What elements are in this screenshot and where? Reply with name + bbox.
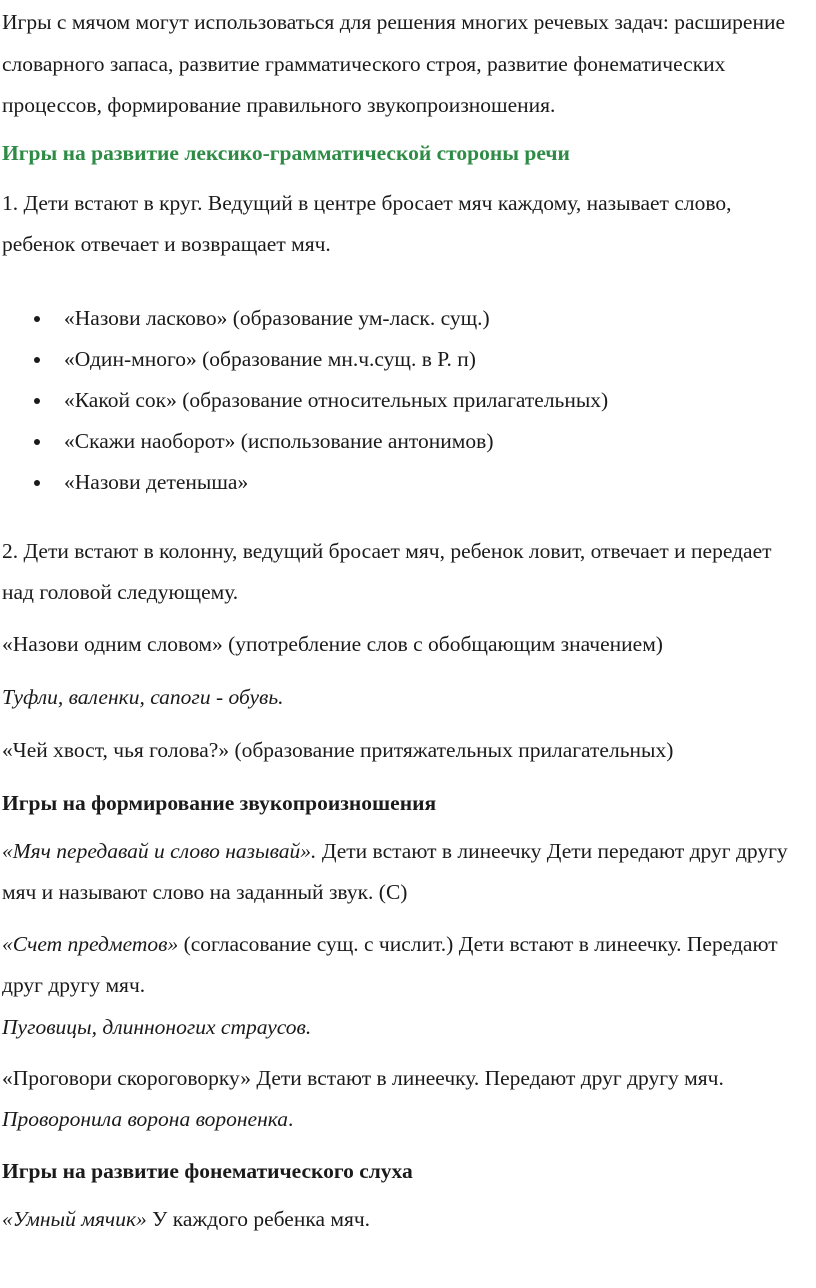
pronunciation-game1-text: Дети встают в линеечку Дети передают друг другу мяч и называют слово на заданный звук. (С) bbox=[2, 838, 788, 904]
pronunciation-game1 bbox=[2, 831, 808, 914]
pronunciation-game1-title: «Мяч передавай и слово называй». bbox=[2, 838, 317, 863]
list-item: «Назови ласково» (образование ум-ласк. сущ.) bbox=[2, 298, 808, 339]
pronunciation-game3-text: «Проговори скороговорку» Дети встают в линеечку. Передают друг другу мяч. bbox=[2, 1065, 724, 1090]
list-item: «Один-много» (образование мн.ч.сущ. в Р. п) bbox=[2, 339, 808, 380]
pronunciation-game3-example: Проворонила ворона вороненка bbox=[2, 1107, 289, 1131]
game2-example-text: Туфли, валенки, сапоги - обувь. bbox=[2, 684, 284, 709]
section-heading-phonemic: Игры на развитие фонематического слуха bbox=[2, 1158, 413, 1183]
game2-example bbox=[2, 677, 808, 718]
pronunciation-game2 bbox=[2, 924, 808, 1007]
pronunciation-game2-text: (согласование сущ. с числит.) Дети встают в линеечку. Передают друг другу мяч. bbox=[2, 931, 778, 997]
game2-name: «Назови одним словом» (употребление слов с обобщающим значением) bbox=[2, 631, 663, 656]
pronunciation-game2-example-text: Пуговицы, длинноногих страусов. bbox=[2, 1014, 312, 1039]
game1-description: 1. Дети встают в круг. Ведущий в центре бросает мяч каждому, называет слово, ребенок отвечает и возвращает мяч. bbox=[2, 190, 732, 256]
section-heading-pronunciation: Игры на формирование звукопроизношения bbox=[2, 790, 437, 815]
list-item: «Назови детеныша» bbox=[2, 462, 808, 503]
pronunciation-game3-end: . bbox=[288, 1107, 294, 1131]
pronunciation-game3 bbox=[2, 1058, 808, 1141]
game3-description: «Чей хвост, чья голова?» (образование притяжательных прилагательных) bbox=[2, 737, 674, 762]
phonemic-game1 bbox=[2, 1199, 808, 1241]
phonemic-game1-text: У каждого ребенка мяч. bbox=[146, 1206, 371, 1231]
pronunciation-game2-example bbox=[2, 1007, 808, 1048]
game2-description: 2. Дети встают в колонну, ведущий бросает мяч, ребенок ловит, отвечает и передает над головой следующему. bbox=[2, 538, 772, 604]
pronunciation-game2-title: «Счет предметов» bbox=[2, 931, 179, 956]
game-list bbox=[2, 298, 808, 503]
phonemic-game1-title: «Умный мячик» bbox=[2, 1206, 147, 1231]
list-item: «Какой сок» (образование относительных прилагательных) bbox=[2, 380, 808, 421]
intro-paragraph: Игры с мячом могут использоваться для решения многих речевых задач: расширение словарного запаса, развитие грамматического строя, развитие фонематических процессов, формирование правильного звукопроизношения. bbox=[2, 10, 785, 117]
section-heading-lexical: Игры на развитие лексико-грамматической стороны речи bbox=[2, 140, 570, 165]
list-item: «Скажи наоборот» (использование антонимов) bbox=[2, 421, 808, 462]
